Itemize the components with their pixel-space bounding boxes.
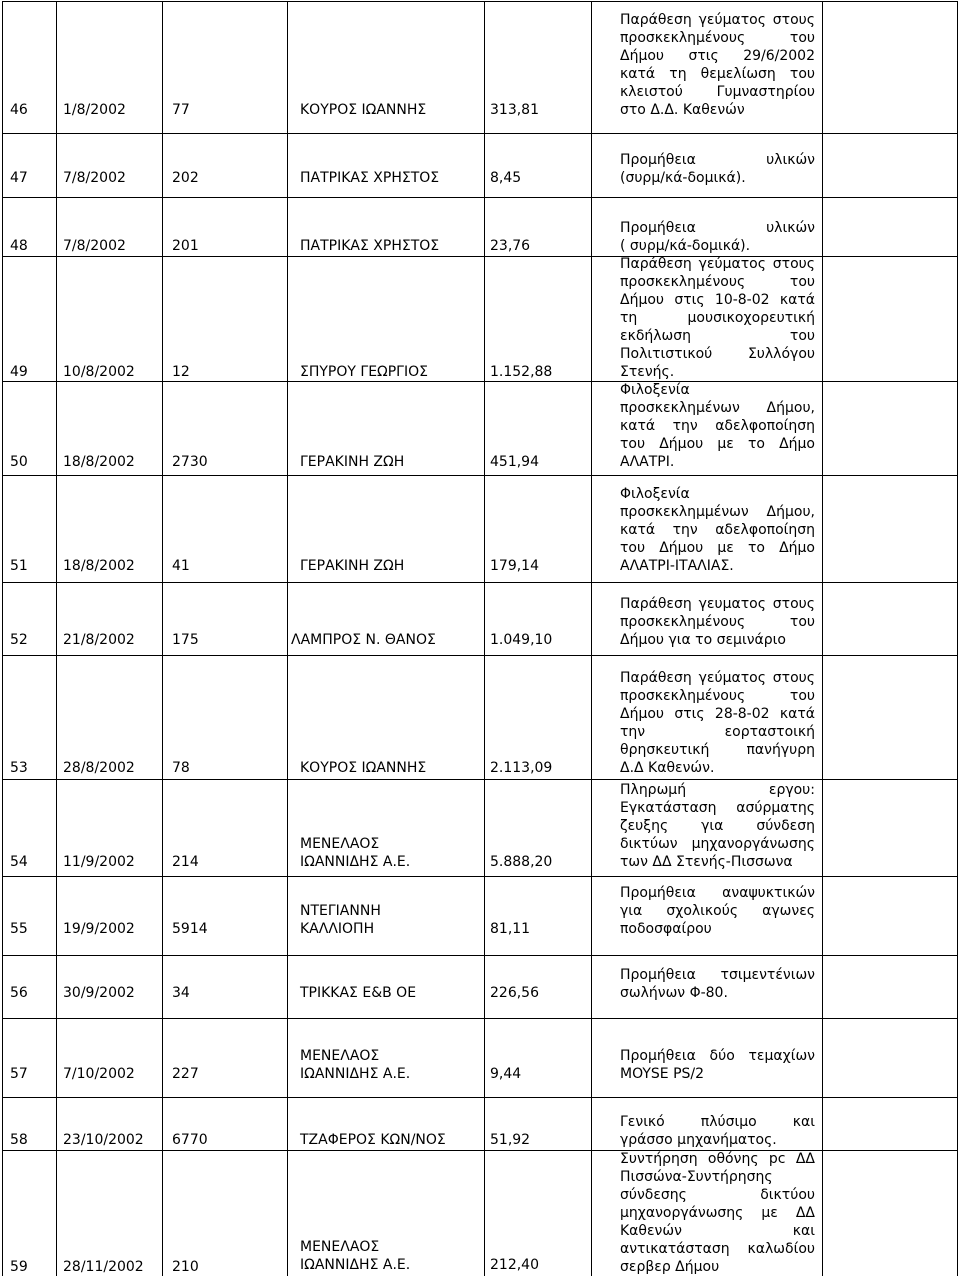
description-cell	[620, 198, 815, 256]
amount: 81,11	[490, 921, 531, 937]
description-line: προσκεκλημένων Δήμου,	[620, 400, 815, 416]
row-number-cell	[10, 583, 28, 655]
row-number-cell	[10, 1098, 28, 1150]
description-cell	[620, 1019, 815, 1097]
description-line: στο Δ.Δ. Καθενών	[620, 102, 745, 118]
amount-cell	[490, 198, 530, 256]
voucher-number-cell	[172, 583, 199, 655]
amount: 51,92	[490, 1132, 531, 1148]
table-row	[2, 1150, 958, 1276]
description-line: σωλήνων Φ-80.	[620, 985, 728, 1001]
row-number: 46	[10, 102, 28, 118]
date-cell	[63, 956, 135, 1018]
voucher-number: 227	[172, 1066, 199, 1082]
voucher-number: 214	[172, 854, 199, 870]
row-number: 48	[10, 238, 28, 254]
description-line: αντικατάσταση καλωδίου	[620, 1241, 815, 1257]
date: 1/8/2002	[63, 102, 126, 118]
date: 11/9/2002	[63, 854, 135, 870]
description-cell	[620, 780, 815, 876]
date-cell	[63, 877, 135, 955]
description-line: ΑΛΑΤΡΙ-ΙΤΑΛΙΑΣ.	[620, 558, 734, 574]
voucher-number-cell	[172, 198, 199, 256]
description-line: Προμήθεια υλικών	[620, 152, 815, 168]
description-line: για σχολικούς αγωνες	[620, 903, 815, 919]
beneficiary-line: ΚΟΥΡΟΣ ΙΩΑΝΝΗΣ	[300, 102, 427, 118]
row-number-cell	[10, 956, 28, 1018]
row-number: 59	[10, 1259, 28, 1275]
beneficiary-line: ΣΠΥΡΟΥ ΓΕΩΡΓΙΟΣ	[300, 364, 428, 380]
row-number-cell	[10, 780, 28, 876]
amount-cell	[490, 1151, 539, 1276]
voucher-number: 12	[172, 364, 190, 380]
date: 23/10/2002	[63, 1132, 144, 1148]
amount-cell	[490, 656, 552, 779]
date: 21/8/2002	[63, 632, 135, 648]
beneficiary-cell	[300, 956, 416, 1018]
description-line: προσκεκλημένους του	[620, 274, 815, 290]
description-line: Γενικό πλύσιμο και	[620, 1114, 815, 1130]
column-border	[822, 1, 823, 1276]
beneficiary-line: ΙΩΑΝΝΙΔΗΣ Α.Ε.	[300, 854, 411, 870]
description-line: προσκεκλημένους του	[620, 614, 815, 630]
description-line: προσκεκλημένους του	[620, 30, 815, 46]
amount-cell	[490, 956, 539, 1018]
amount-cell	[490, 1019, 521, 1097]
beneficiary-cell	[300, 780, 410, 876]
amount-cell	[490, 877, 530, 955]
beneficiary-cell	[300, 877, 381, 955]
row-number: 57	[10, 1066, 28, 1082]
description-line: μηχανοργάνωσης με ΔΔ	[620, 1205, 815, 1221]
description-line: του Δήμου με το Δήμο	[620, 436, 815, 452]
description-line: Καθενών και	[620, 1223, 815, 1239]
description-line: προσκεκλημένους του	[620, 688, 815, 704]
date-cell	[63, 2, 126, 133]
date-cell	[63, 656, 135, 779]
beneficiary-line: ΚΑΛΛΙΟΠΗ	[300, 921, 375, 937]
date: 7/8/2002	[63, 238, 126, 254]
row-number-cell	[10, 257, 28, 381]
description-line: Προμήθεια δύο τεμαχίων	[620, 1048, 815, 1064]
column-border	[2, 1, 3, 1276]
voucher-number: 41	[172, 558, 190, 574]
amount: 451,94	[490, 454, 539, 470]
description-line: Προμήθεια υλικών	[620, 220, 815, 236]
beneficiary-line: ΤΡΙΚΚΑΣ Ε&Β ΟΕ	[300, 985, 417, 1001]
beneficiary-cell	[291, 583, 436, 655]
row-number: 58	[10, 1132, 28, 1148]
description-line: Παράθεση γεύματος στους	[620, 256, 815, 272]
table-row	[2, 197, 958, 256]
voucher-number: 5914	[172, 921, 208, 937]
voucher-number-cell	[172, 1098, 208, 1150]
description-line: Προμήθεια αναψυκτικών	[620, 885, 815, 901]
description-line: ( συρμ/κά-δομικά).	[620, 238, 751, 254]
description-cell	[620, 134, 815, 197]
row-number-cell	[10, 877, 28, 955]
row-number: 52	[10, 632, 28, 648]
description-line: Προμήθεια τσιμεντένιων	[620, 967, 815, 983]
description-line: την εορταστοική	[620, 724, 815, 740]
description-line: Συντήρηση οθόνης pc ΔΔ	[620, 1151, 815, 1167]
description-line: Δήμου στις 10-8-02 κατά	[620, 292, 815, 308]
description-line: Δήμου στις 29/6/2002	[620, 48, 815, 64]
description-line: ζευξης για σύνδεση	[620, 818, 815, 834]
description-line: Πληρωμή εργου:	[620, 782, 815, 798]
table-row	[2, 779, 958, 876]
description-line: κλειστού Γυμναστηρίου	[620, 84, 815, 100]
amount-cell	[490, 780, 552, 876]
description-cell	[620, 583, 815, 655]
description-line: Φιλοξενία	[620, 382, 690, 398]
description-line: Εγκατάσταση ασύρματης	[620, 800, 815, 816]
amount-cell	[490, 476, 539, 582]
voucher-number-cell	[172, 877, 208, 955]
description-line: Παράθεση γεύματος στους	[620, 670, 815, 686]
row-number-cell	[10, 1019, 28, 1097]
beneficiary-cell	[300, 656, 426, 779]
amount: 212,40	[490, 1257, 539, 1273]
row-number-cell	[10, 476, 28, 582]
beneficiary-line: ΠΑΤΡΙΚΑΣ ΧΡΗΣΤΟΣ	[300, 238, 440, 254]
date: 7/10/2002	[63, 1066, 135, 1082]
amount: 313,81	[490, 102, 539, 118]
beneficiary-line: ΙΩΑΝΝΙΔΗΣ Α.Ε.	[300, 1066, 411, 1082]
table-row	[2, 381, 958, 475]
description-cell	[620, 257, 815, 381]
row-number: 50	[10, 454, 28, 470]
date-cell	[63, 1019, 135, 1097]
amount-cell	[490, 1098, 530, 1150]
description-line: του Δήμου με το Δήμο	[620, 540, 815, 556]
row-number: 47	[10, 170, 28, 186]
voucher-number-cell	[172, 1151, 199, 1276]
amount: 23,76	[490, 238, 531, 254]
description-line: Δ.Δ Καθενών.	[620, 760, 715, 776]
description-cell	[620, 656, 815, 779]
amount: 8,45	[490, 170, 522, 186]
description-line: γράσσο μηχανήματος.	[620, 1132, 777, 1148]
beneficiary-cell	[300, 2, 426, 133]
date-cell	[63, 257, 135, 381]
table-row	[2, 1097, 958, 1150]
description-line: κατά την αδελφοποίηση	[620, 522, 815, 538]
description-line: Δήμου για το σεμινάριο	[620, 632, 786, 648]
date-cell	[63, 134, 126, 197]
beneficiary-line: ΜΕΝΕΛΑΟΣ	[300, 836, 380, 852]
voucher-number: 6770	[172, 1132, 208, 1148]
voucher-number: 210	[172, 1259, 199, 1275]
description-cell	[620, 877, 815, 955]
description-line: ΑΛΑΤΡΙ.	[620, 454, 675, 470]
description-line: κατά την αδελφοποίηση	[620, 418, 815, 434]
beneficiary-cell	[300, 1151, 410, 1276]
voucher-number-cell	[172, 780, 199, 876]
voucher-number: 202	[172, 170, 199, 186]
date-cell	[63, 382, 135, 475]
table-row	[2, 1, 958, 133]
voucher-number-cell	[172, 134, 199, 197]
date-cell	[63, 1098, 144, 1150]
date-cell	[63, 1151, 144, 1276]
column-border	[287, 1, 288, 1276]
description-cell	[620, 476, 815, 582]
row-number-cell	[10, 1151, 28, 1276]
voucher-number: 77	[172, 102, 190, 118]
date-cell	[63, 476, 135, 582]
row-number: 49	[10, 364, 28, 380]
voucher-number: 34	[172, 985, 190, 1001]
amount-cell	[490, 2, 539, 133]
amount-cell	[490, 257, 552, 381]
description-line: MOYSE PS/2	[620, 1066, 705, 1082]
beneficiary-line: ΜΕΝΕΛΑΟΣ	[300, 1048, 380, 1064]
voucher-number-cell	[172, 2, 190, 133]
date-cell	[63, 198, 126, 256]
date: 18/8/2002	[63, 454, 135, 470]
row-number-cell	[10, 2, 28, 133]
amount: 179,14	[490, 558, 539, 574]
voucher-number-cell	[172, 1019, 199, 1097]
voucher-number-cell	[172, 257, 190, 381]
description-cell	[620, 1098, 815, 1150]
row-number-cell	[10, 134, 28, 197]
description-line: προσκεκλημμένων Δήμου,	[620, 504, 815, 520]
amount-cell	[490, 583, 552, 655]
beneficiary-line: ΓΕΡΑΚΙΝΗ ΖΩΗ	[300, 558, 405, 574]
beneficiary-line: ΙΩΑΝΝΙΔΗΣ Α.Ε.	[300, 1257, 411, 1273]
description-line: δικτύων μηχανοργάνωσης	[620, 836, 815, 852]
description-cell	[620, 956, 815, 1018]
beneficiary-cell	[300, 257, 428, 381]
description-line: των ΔΔ Στενής-Πισσωνα	[620, 854, 793, 870]
row-number: 54	[10, 854, 28, 870]
description-line: Παράθεση γευματος στους	[620, 596, 815, 612]
description-line: σύνδεσης δικτύου	[620, 1187, 815, 1203]
beneficiary-cell	[300, 134, 439, 197]
amount: 2.113,09	[490, 760, 553, 776]
row-number-cell	[10, 656, 28, 779]
description-line: (συρμ/κά-δομικά).	[620, 170, 746, 186]
date: 28/11/2002	[63, 1259, 144, 1275]
row-number-cell	[10, 198, 28, 256]
description-cell	[620, 382, 815, 475]
beneficiary-cell	[300, 1098, 446, 1150]
description-line: Πισσώνα-Συντήρησης	[620, 1169, 773, 1185]
beneficiary-cell	[300, 198, 439, 256]
amount: 9,44	[490, 1066, 522, 1082]
description-line: ποδοσφαίρου	[620, 921, 712, 937]
column-border	[957, 1, 958, 1276]
description-cell	[620, 1151, 815, 1276]
voucher-number-cell	[172, 656, 190, 779]
amount-cell	[490, 382, 539, 475]
voucher-number-cell	[172, 476, 190, 582]
beneficiary-line: ΜΕΝΕΛΑΟΣ	[300, 1239, 380, 1255]
description-line: Δήμου στις 28-8-02 κατά	[620, 706, 815, 722]
table-row	[2, 256, 958, 381]
row-number-cell	[10, 382, 28, 475]
beneficiary-cell	[300, 1019, 410, 1097]
beneficiary-line: ΚΟΥΡΟΣ ΙΩΑΝΝΗΣ	[300, 760, 427, 776]
beneficiary-line: ΓΕΡΑΚΙΝΗ ΖΩΗ	[300, 454, 405, 470]
table-row	[2, 582, 958, 655]
table-row	[2, 1018, 958, 1097]
date-cell	[63, 780, 135, 876]
table-row	[2, 876, 958, 955]
table-row	[2, 655, 958, 779]
description-line: εκδήλωση του	[620, 328, 815, 344]
voucher-number: 201	[172, 238, 199, 254]
voucher-number-cell	[172, 956, 190, 1018]
date: 10/8/2002	[63, 364, 135, 380]
amount: 1.152,88	[490, 364, 553, 380]
date: 30/9/2002	[63, 985, 135, 1001]
voucher-number-cell	[172, 382, 208, 475]
amount-cell	[490, 134, 521, 197]
column-border	[56, 1, 57, 1276]
row-number: 56	[10, 985, 28, 1001]
beneficiary-line: ΤΖΑΦΕΡΟΣ ΚΩΝ/ΝΟΣ	[300, 1132, 446, 1148]
date: 7/8/2002	[63, 170, 126, 186]
beneficiary-line: ΝΤΕΓΙΑΝΝΗ	[300, 903, 381, 919]
voucher-number: 175	[172, 632, 199, 648]
beneficiary-cell	[300, 476, 404, 582]
description-line: Παράθεση γεύματος στους	[620, 12, 815, 28]
description-line: Στενής.	[620, 364, 675, 380]
beneficiary-line: ΠΑΤΡΙΚΑΣ ΧΡΗΣΤΟΣ	[300, 170, 440, 186]
description-line: Πολιτιστικού Συλλόγου	[620, 346, 815, 362]
voucher-number: 2730	[172, 454, 208, 470]
row-number: 55	[10, 921, 28, 937]
column-border	[484, 1, 485, 1276]
date: 18/8/2002	[63, 558, 135, 574]
beneficiary-line: ΛΑΜΠΡΟΣ Ν. ΘΑΝΟΣ	[291, 632, 436, 648]
description-line: θρησκευτική πανήγυρη	[620, 742, 815, 758]
amount: 1.049,10	[490, 632, 553, 648]
date: 28/8/2002	[63, 760, 135, 776]
amount: 226,56	[490, 985, 539, 1001]
amount: 5.888,20	[490, 854, 553, 870]
beneficiary-cell	[300, 382, 404, 475]
table-row	[2, 955, 958, 1018]
description-line: σερβερ Δήμου	[620, 1259, 720, 1275]
description-cell	[620, 2, 815, 133]
row-number: 51	[10, 558, 28, 574]
date-cell	[63, 583, 135, 655]
description-line: Φιλοξενία	[620, 486, 690, 502]
table-row	[2, 475, 958, 582]
table-row	[2, 133, 958, 197]
description-line: τη μουσικοχορευτική	[620, 310, 815, 326]
column-border	[591, 1, 592, 1276]
column-border	[162, 1, 163, 1276]
description-line: κατά τη θεμελίωση του	[620, 66, 815, 82]
voucher-number: 78	[172, 760, 190, 776]
date: 19/9/2002	[63, 921, 135, 937]
row-number: 53	[10, 760, 28, 776]
